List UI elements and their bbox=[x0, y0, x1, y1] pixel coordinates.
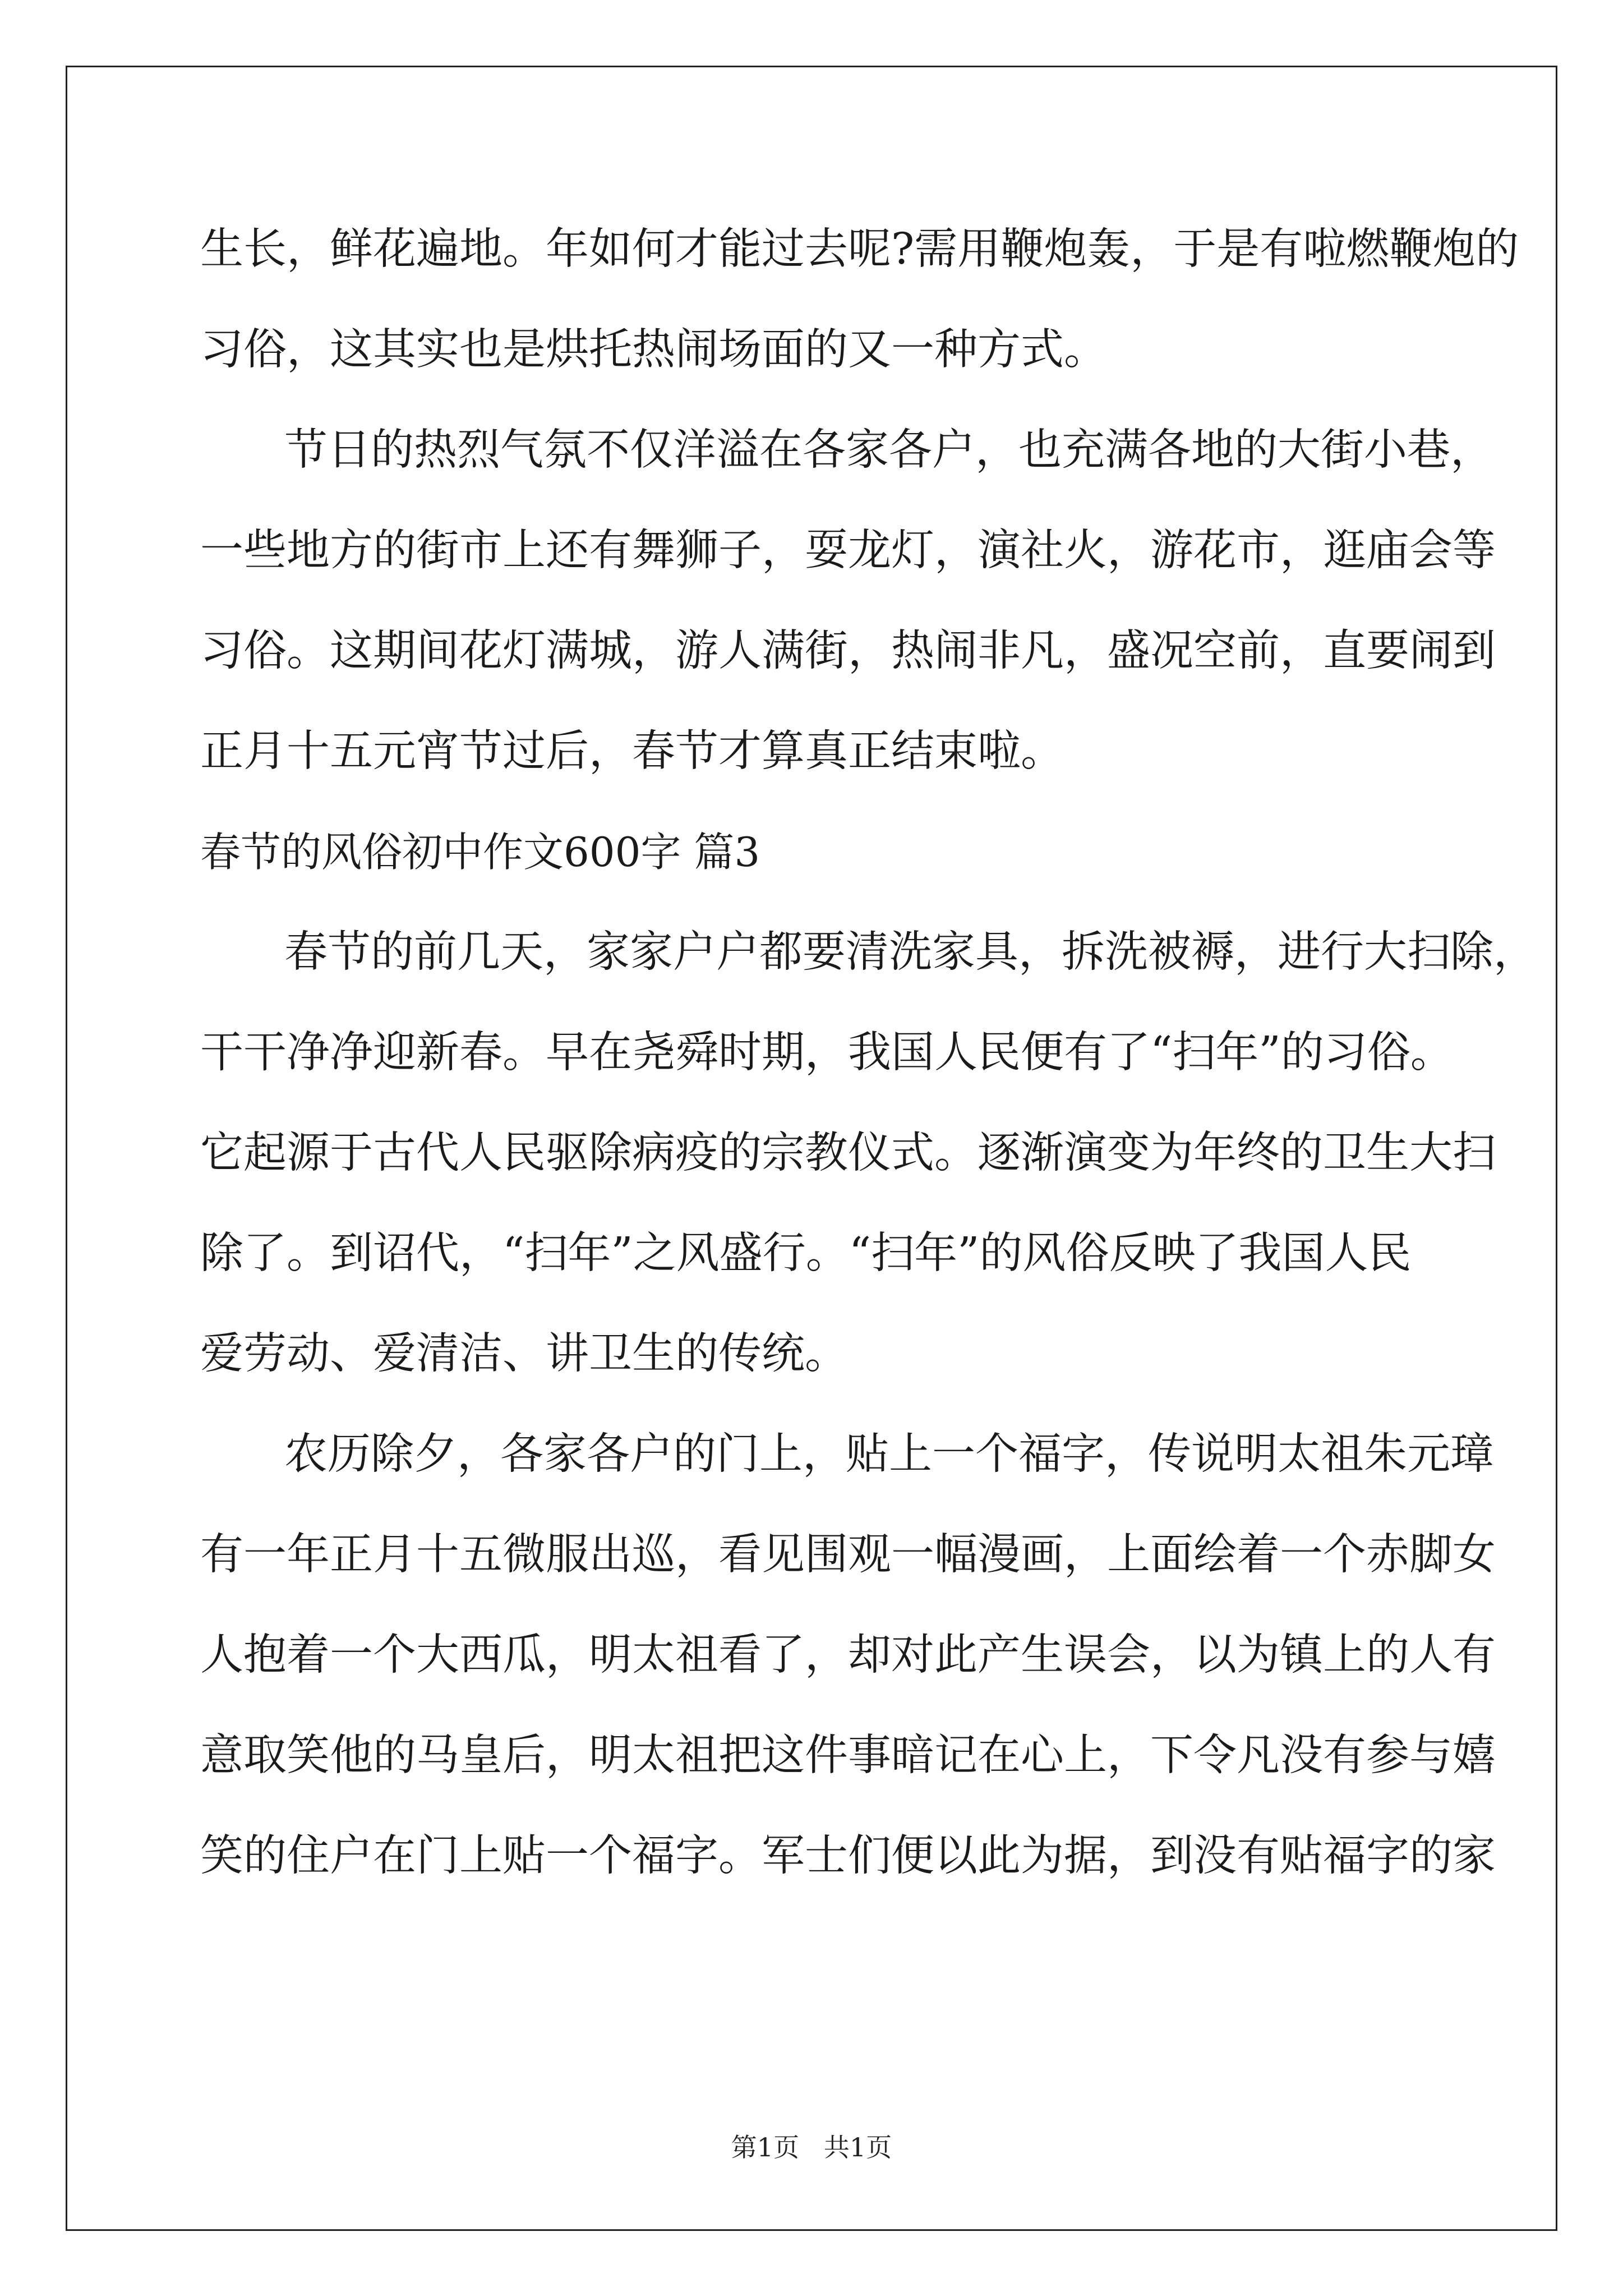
text-line: 习俗。这期间花灯满城，游人满街，热闹非凡，盛况空前，直要闹到 bbox=[200, 626, 1496, 676]
text-line: 意取笑他的马皇后，明太祖把这件事暗记在心上，下令凡没有参与嬉 bbox=[200, 1731, 1496, 1780]
text-line: 它起源于古代人民驱除病疫的宗教仪式。逐渐演变为年终的卫生大扫 bbox=[200, 1128, 1496, 1178]
text-line: 爱劳动、爱清洁、讲卫生的传统。 bbox=[200, 1329, 848, 1379]
text-line: 人抱着一个大西瓜，明太祖看了，却对此产生误会，以为镇上的人有 bbox=[200, 1630, 1496, 1680]
section-heading: 春节的风俗初中作文600字 篇3 bbox=[200, 829, 760, 876]
text-line: 生长，鲜花遍地。年如何才能过去呢?需用鞭炮轰，于是有啦燃鞭炮的 bbox=[200, 224, 1519, 274]
text-line: 笑的住户在门上贴一个福字。军士们便以此为据，到没有贴福字的家 bbox=[200, 1831, 1496, 1881]
document-body bbox=[200, 216, 1537, 1923]
page-number-footer: 第1页 共1页 bbox=[731, 2132, 892, 2162]
text-line: 习俗，这其实也是烘托热闹场面的又一种方式。 bbox=[200, 325, 1107, 375]
text-line: 正月十五元宵节过后，春节才算真正结束啦。 bbox=[200, 726, 1064, 776]
paragraph-start-line: 农历除夕，各家各户的门上，贴上一个福字，传说明太祖朱元璋 bbox=[284, 1429, 1493, 1479]
paragraph-start-line: 春节的前几天，家家户户都要清洗家具，拆洗被褥，进行大扫除， bbox=[284, 927, 1537, 977]
text-line: 干干净净迎新春。早在尧舜时期，我国人民便有了“扫年”的习俗。 bbox=[200, 1028, 1454, 1078]
paragraph-start-line: 节日的热烈气氛不仅洋溢在各家各户，也充满各地的大街小巷， bbox=[284, 425, 1493, 475]
text-line: 有一年正月十五微服出巡，看见围观一幅漫画，上面绘着一个赤脚女 bbox=[200, 1530, 1496, 1580]
text-line: 除了。到诏代，“扫年”之风盛行。“扫年”的风俗反映了我国人民 bbox=[200, 1228, 1412, 1278]
text-line: 一些地方的街市上还有舞狮子，耍龙灯，演社火，游花市，逛庙会等 bbox=[200, 526, 1496, 576]
